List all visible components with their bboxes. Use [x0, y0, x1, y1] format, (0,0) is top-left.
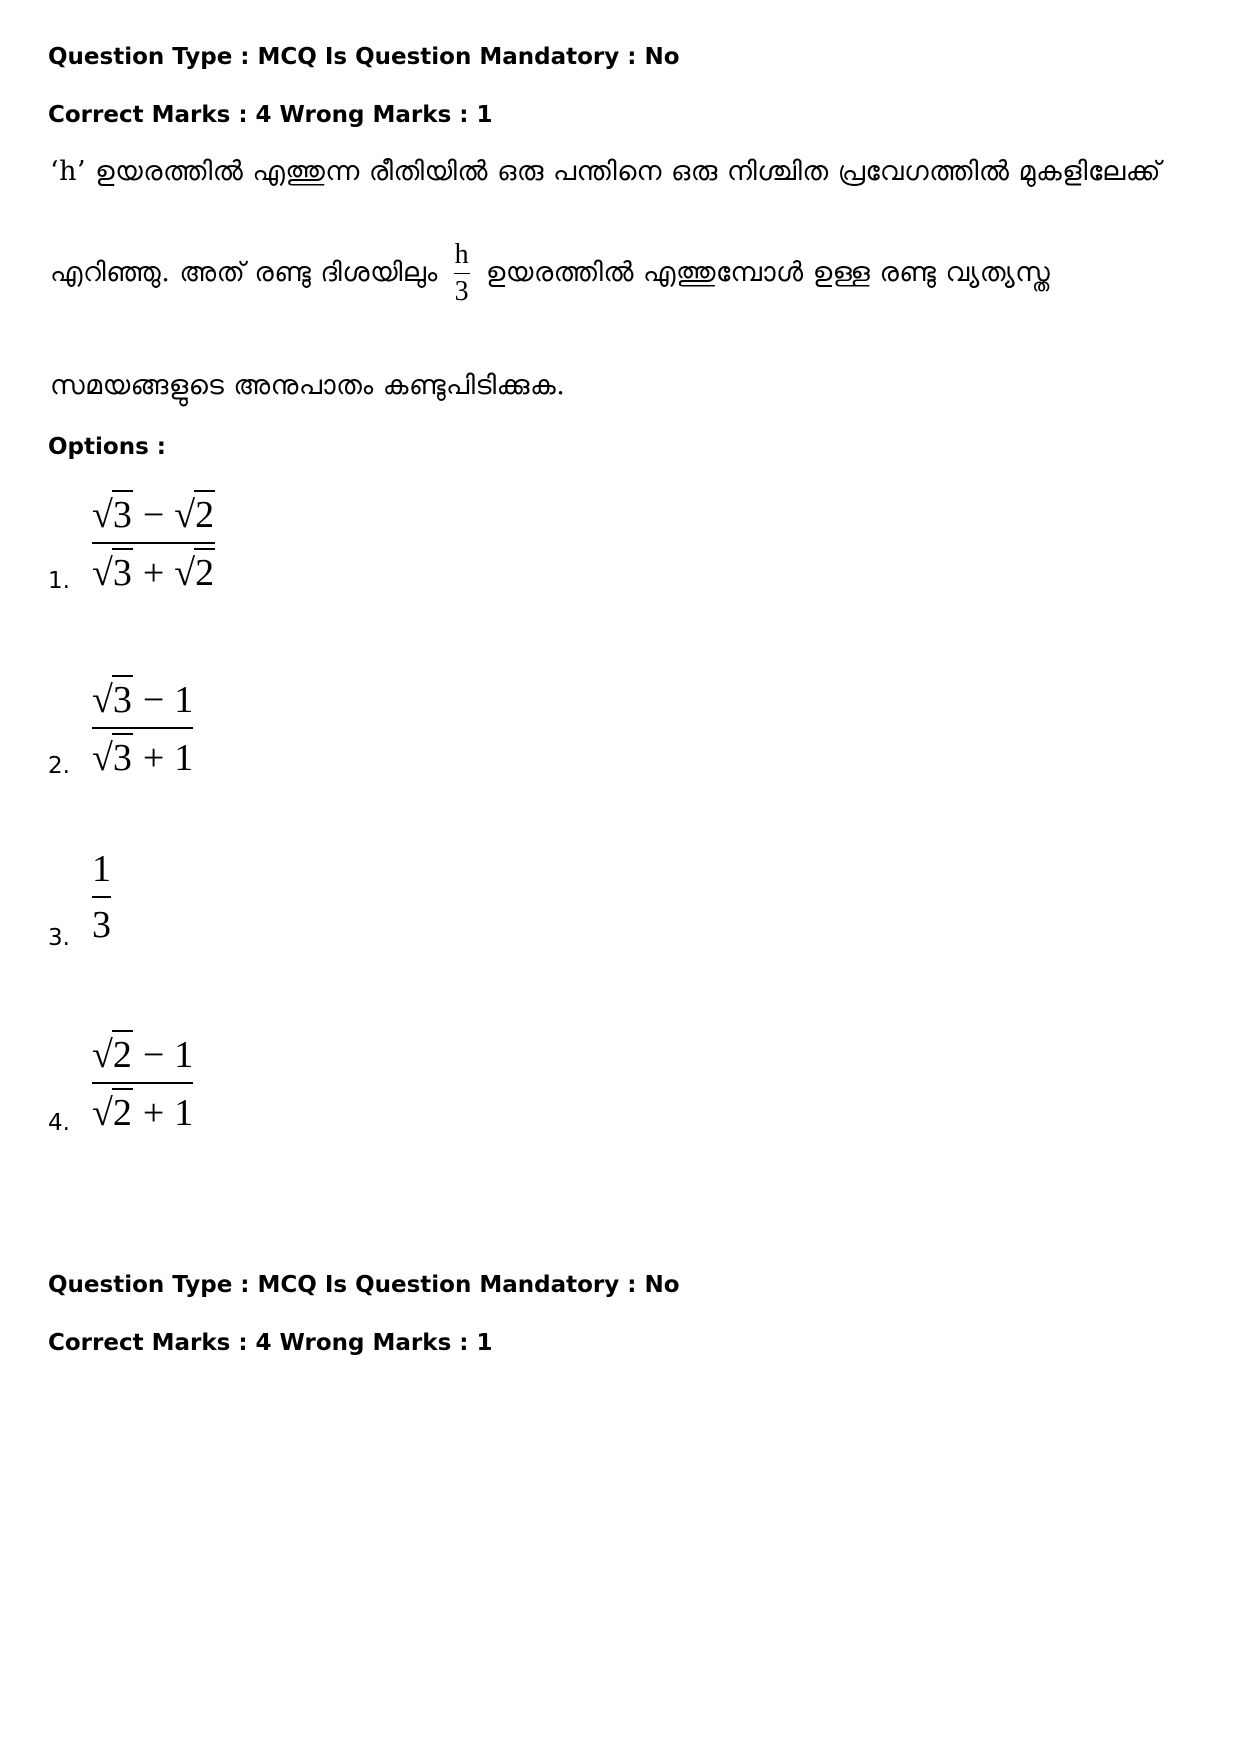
question-text-line-1: ‘h’ ഉയരത്തിൽ എത്തുന്ന രീതിയിൽ ഒരു പന്തിനെ ഒരു നിശ്ചിത പ്രവേഗത്തിൽ മുകളിലേക്ക് [50, 156, 1162, 187]
question-2-marks-line: Correct Marks : 4 Wrong Marks : 1 [48, 1330, 493, 1356]
option-2-denominator: √ 3 + 1 [92, 733, 193, 781]
height-fraction [454, 240, 470, 307]
option-1-number: 1. [48, 568, 70, 594]
option-2-fraction[interactable] [92, 675, 193, 781]
option-4-number: 4. [48, 1110, 70, 1136]
fraction-bar [92, 542, 215, 544]
option-1-fraction[interactable] [92, 490, 215, 596]
option-1-numerator: √ 3 − √ 2 [92, 490, 215, 538]
options-label: Options : [48, 434, 166, 460]
question-type-line: Question Type : MCQ Is Question Mandatory : No [48, 44, 680, 70]
question-text-line-2 [50, 240, 1050, 307]
height-fraction-denominator: 3 [454, 276, 470, 307]
option-4-numerator: √ 2 − 1 [92, 1030, 193, 1078]
option-2-number: 2. [48, 753, 70, 779]
sqrt-symbol: √ 2 [92, 1030, 133, 1078]
sqrt-symbol: √ 2 [174, 490, 215, 538]
sqrt-symbol: √ 3 [92, 733, 133, 781]
question-text-line-3: സമയങ്ങളുടെ അനുപാതം കണ്ടുപിടിക്കുക. [50, 370, 566, 401]
option-3-fraction[interactable] [92, 846, 111, 948]
question-text-line-2-part-a: എറിഞ്ഞു. അത് രണ്ടു ദിശയിലും [50, 257, 438, 288]
marks-line: Correct Marks : 4 Wrong Marks : 1 [48, 102, 493, 128]
option-1-denominator: √ 3 + √ 2 [92, 548, 215, 596]
sqrt-symbol: √ 2 [174, 548, 215, 596]
sqrt-symbol: √ 2 [92, 1088, 133, 1136]
option-2-numerator: √ 3 − 1 [92, 675, 193, 723]
height-fraction-numerator: h [454, 239, 470, 270]
fraction-bar [92, 1082, 193, 1084]
option-3-numerator: 1 [92, 848, 111, 890]
option-4-fraction[interactable] [92, 1030, 193, 1136]
question-2-type-line: Question Type : MCQ Is Question Mandatory : No [48, 1272, 680, 1298]
sqrt-symbol: √ 3 [92, 548, 133, 596]
option-3-number: 3. [48, 925, 70, 951]
sqrt-symbol: √ 3 [92, 675, 133, 723]
fraction-bar [92, 727, 193, 729]
fraction-bar [454, 273, 470, 274]
sqrt-symbol: √ 3 [92, 490, 133, 538]
option-3-denominator: 3 [92, 904, 111, 946]
question-text-line-2-part-b: ഉയരത്തിൽ എത്തുമ്പോൾ ഉള്ള രണ്ടു വ്യത്യസ്ത [485, 257, 1051, 288]
option-4-denominator: √ 2 + 1 [92, 1088, 193, 1136]
fraction-bar [92, 896, 111, 898]
